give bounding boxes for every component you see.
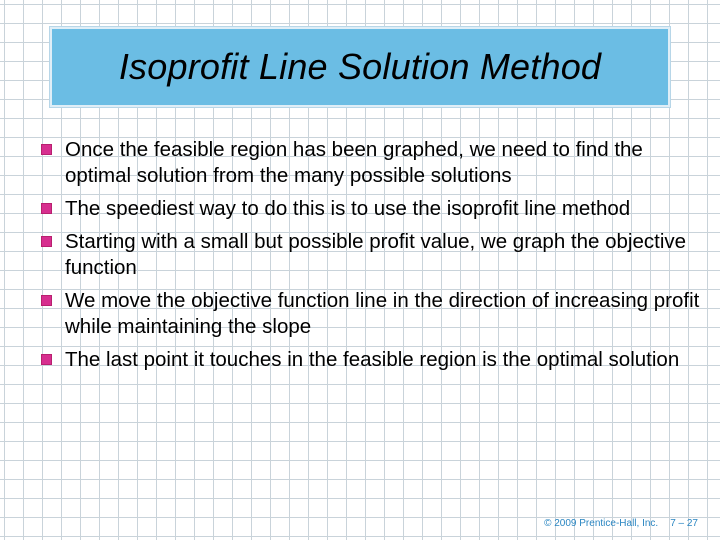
bullet-item — [41, 137, 701, 189]
bullet-text: The speediest way to do this is to use the isoprofit line method — [65, 197, 631, 220]
title-banner — [50, 27, 670, 107]
bullet-text: Once the feasible region has been graphed, we need to find the optimal solution from the many possible solutions — [65, 138, 643, 187]
slide-footer — [544, 518, 698, 529]
square-bullet-icon — [41, 295, 52, 306]
bullet-item — [41, 288, 701, 340]
bullet-text: The last point it touches in the feasible region is the optimal solution — [65, 348, 680, 371]
bullet-item — [41, 196, 701, 222]
bullet-item — [41, 347, 701, 373]
bullet-list — [41, 137, 701, 380]
slide-title: Isoprofit Line Solution Method — [118, 46, 602, 87]
bullet-text: We move the objective function line in the direction of increasing profit while maintaining the slope — [65, 289, 700, 338]
bullet-item — [41, 229, 701, 281]
page-number: 7 – 27 — [670, 518, 698, 529]
square-bullet-icon — [41, 354, 52, 365]
square-bullet-icon — [41, 203, 52, 214]
square-bullet-icon — [41, 144, 52, 155]
square-bullet-icon — [41, 236, 52, 247]
bullet-text: Starting with a small but possible profit value, we graph the objective function — [65, 230, 687, 279]
copyright-text: © 2009 Prentice-Hall, Inc. — [544, 518, 659, 529]
